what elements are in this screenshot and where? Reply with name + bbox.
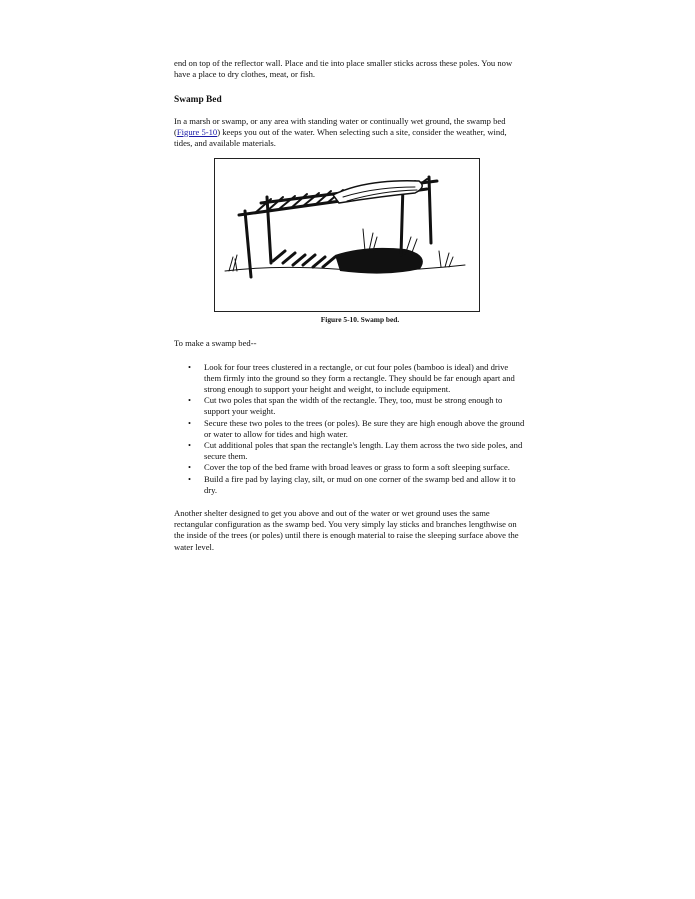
document-page: [174, 58, 526, 553]
bullet-icon: •: [188, 361, 192, 372]
step-item: [188, 440, 526, 462]
steps-list: [174, 362, 526, 496]
closing-paragraph: Another shelter designed to get you above and out of the water or wet ground uses the same rectangular configuration as the swamp bed. You very simply lay sticks and branches lengthwise on the inside of the trees (or poles) until there is enough material to raise the sleeping surface above the water level.: [174, 508, 519, 552]
swamp-bed-figure: [214, 158, 480, 312]
step-item: [188, 473, 526, 496]
intro-text-end: ) keeps you out of the water. When selecting such a site, consider the weather, wind, tides, and available materials.: [174, 126, 507, 149]
leaf-bedding: [333, 181, 422, 203]
bullet-icon: •: [188, 462, 192, 473]
slat-shadows: [273, 251, 335, 267]
step-text: Build a fire pad by laying clay, silt, or mud on one corner of the swamp bed and allow it to dry.: [204, 473, 516, 495]
bullet-icon: •: [188, 440, 192, 451]
section-heading: Swamp Bed: [174, 95, 222, 106]
figure-link[interactable]: Figure 5-10: [176, 126, 218, 137]
step-item: [188, 462, 526, 473]
bullet-icon: •: [188, 417, 192, 428]
step-item: [188, 417, 526, 440]
swamp-bed-illustration: [215, 159, 479, 311]
step-item: [188, 395, 526, 417]
step-item: [188, 361, 526, 396]
bullet-icon: •: [188, 473, 192, 484]
step-text: Look for four trees clustered in a rectangle, or cut four poles (bamboo is ideal) and drive them firmly into the ground so they form a rectangle. They should be far enough apart and strong enough to support your height and weight, to include equipment.: [204, 361, 515, 395]
step-text: Cut two poles that span the width of the rectangle. They, too, must be strong enough to support your weight.: [204, 395, 503, 417]
step-text: Cut additional poles that span the rectangle's length. Lay them across the two side poles, and secure them.: [204, 440, 523, 462]
top-paragraph: end on top of the reflector wall. Place and tie into place smaller sticks across these poles. You now have a place to dry clothes, meat, or fish.: [174, 58, 513, 80]
step-text: Cover the top of the bed frame with broad leaves or grass to form a soft sleeping surface.: [204, 462, 510, 473]
step-text: Secure these two poles to the trees (or poles). Be sure they are high enough above the ground or water to allow for tides and high water.: [204, 417, 525, 439]
intro-text-start: In a marsh or swamp, or any area with standing water or continually wet ground, the swamp bed (: [174, 115, 506, 137]
intro-paragraph: [174, 116, 526, 150]
ground-shadow: [335, 248, 423, 274]
steps-intro: To make a swamp bed--: [174, 338, 257, 349]
figure-caption: Figure 5-10. Swamp bed.: [320, 315, 400, 325]
bullet-icon: •: [188, 395, 192, 406]
